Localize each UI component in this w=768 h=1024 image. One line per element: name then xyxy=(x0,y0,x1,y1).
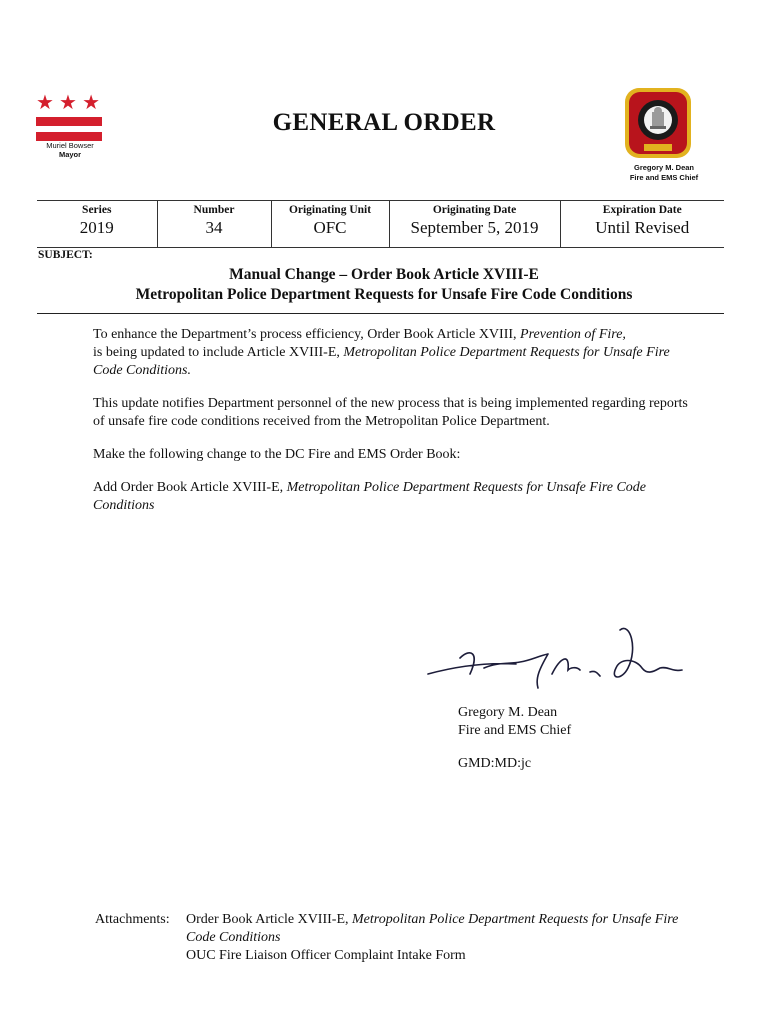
paragraph-3: Make the following change to the DC Fire and EMS Order Book: xyxy=(93,447,461,462)
signature-block xyxy=(458,704,571,773)
subject-heading xyxy=(0,265,768,305)
mayor-block xyxy=(30,141,110,159)
paragraph-2: This update notifies Department personnel of the new process that is being implemented regarding reports of unsafe fire code conditions received from the Metropolitan Police Department. xyxy=(93,396,688,429)
series-value: 2019 xyxy=(79,218,114,237)
p1-text-c: is being updated to include Article XVIII-E, xyxy=(93,345,344,360)
p4-italic-b: Metropolitan Police Department Requests for Unsafe Fire Code Conditions xyxy=(93,480,647,513)
cell-originating-date xyxy=(389,201,560,248)
subject-label: SUBJECT: xyxy=(38,249,93,261)
originating-unit-header: Originating Unit xyxy=(288,204,372,216)
number-header: Number xyxy=(193,204,235,216)
paragraph-4 xyxy=(93,479,693,515)
cell-expiration-date xyxy=(560,201,724,248)
attachment-item-1 xyxy=(186,911,686,947)
expiration-date-header: Expiration Date xyxy=(602,204,682,216)
number-value: 34 xyxy=(205,218,223,237)
attachment-1-italic: Metropolitan Police Department Requests for Unsafe Fire Code Conditions xyxy=(186,912,679,945)
handwritten-signature xyxy=(420,618,690,698)
subject-line-2: Metropolitan Police Department Requests for Unsafe Fire Code Conditions xyxy=(135,286,633,303)
cell-originating-unit xyxy=(271,201,389,248)
cell-series xyxy=(37,201,157,248)
attachment-item-2: OUC Fire Liaison Officer Complaint Intake Form xyxy=(186,948,466,963)
divider xyxy=(37,313,724,314)
series-header: Series xyxy=(82,204,112,216)
expiration-date-value: Until Revised xyxy=(595,218,690,237)
originating-date-value: September 5, 2019 xyxy=(410,218,539,237)
fire-ems-badge-logo xyxy=(622,86,694,160)
cell-number xyxy=(157,201,271,248)
attachments-list xyxy=(186,911,686,965)
subject-line-1: Manual Change – Order Book Article XVIII-E xyxy=(229,266,539,283)
mayor-title: Mayor xyxy=(58,150,82,159)
chief-name: Gregory M. Dean xyxy=(633,163,694,172)
order-body xyxy=(93,326,693,530)
flag-stars: ★ ★ ★ xyxy=(36,92,100,114)
signer-name: Gregory M. Dean xyxy=(458,705,558,720)
paragraph-1 xyxy=(93,326,693,380)
signer-title: Fire and EMS Chief xyxy=(458,723,572,738)
p1-text-a: To enhance the Department’s process efficiency, Order Book Article XVIII, xyxy=(93,327,521,342)
mayor-name: Muriel Bowser xyxy=(46,141,94,150)
p1-italic-d: Metropolitan Police Department Requests for Unsafe Fire Code Conditions. xyxy=(93,345,670,378)
originating-unit-value: OFC xyxy=(313,218,347,237)
order-info-table xyxy=(37,200,724,248)
attachment-1-text: Order Book Article XVIII-E, xyxy=(186,912,353,927)
reference-initials: GMD:MD:jc xyxy=(458,756,532,771)
page-title: GENERAL ORDER xyxy=(272,109,496,136)
attachments-label: Attachments: xyxy=(95,912,170,927)
chief-block xyxy=(614,163,714,183)
originating-date-header: Originating Date xyxy=(432,204,517,216)
p4-text-a: Add Order Book Article XVIII-E, xyxy=(93,480,287,495)
chief-title: Fire and EMS Chief xyxy=(629,173,699,182)
p1-italic-b: Prevention of Fire, xyxy=(520,327,626,342)
